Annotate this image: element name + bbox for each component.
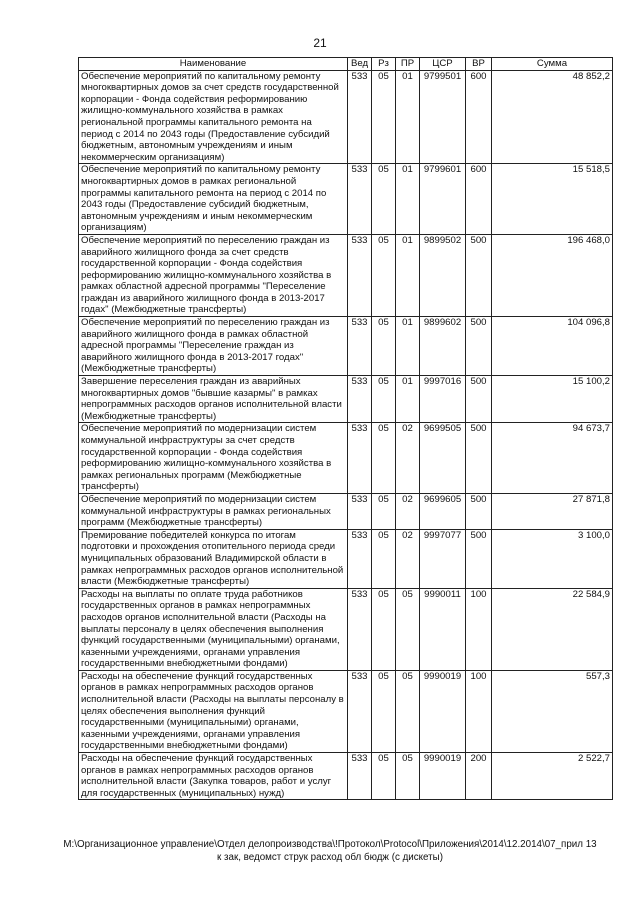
row-vr: 500 [466,493,492,529]
row-ved: 533 [348,317,372,376]
row-name: Обеспечение мероприятий по капитальному ремонту многоквартирных домов за счет средств государственной корпорации - Фонда содействия реформированию жилищно-коммунального хозяйства в рамках региональной программы капитального ремонта на период с 2014 по 2043 годы (Предоставление субсидий бюджетным, автономным учреждениям и иным некоммерческим организациям) [79,70,348,164]
row-name: Расходы на выплаты по оплате труда работников государственных органов в рамках непрограммных расходов органов исполнительной власти (Расходы на выплаты персоналу в целях обеспечения выполнения функций государственными (муниципальными) органами, казенными учреждениями, органами управления государственными внебюджетными фондами) [79,588,348,670]
row-pr: 02 [396,529,420,588]
row-rz: 05 [372,234,396,316]
row-pr: 01 [396,376,420,423]
row-vr: 500 [466,529,492,588]
row-rz: 05 [372,376,396,423]
row-ved: 533 [348,164,372,235]
row-sum: 196 468,0 [492,234,613,316]
row-csr: 9699605 [420,493,466,529]
row-name: Обеспечение мероприятий по модернизации систем коммунальной инфраструктуры в рамках региональных программ (Межбюджетные трансферты) [79,493,348,529]
row-sum: 48 852,2 [492,70,613,164]
row-ved: 533 [348,493,372,529]
row-pr: 01 [396,70,420,164]
page-number: 21 [313,36,327,50]
row-ved: 533 [348,588,372,670]
header-ved: Вед [348,58,372,71]
table-row [79,317,613,376]
table-row [79,164,613,235]
row-name: Расходы на обеспечение функций государственных органов в рамках непрограммных расходов органов исполнительной власти (Закупка товаров, работ и услуг для государственных (муниципальных) нужд) [79,753,348,800]
row-pr: 01 [396,317,420,376]
row-rz: 05 [372,423,396,494]
row-rz: 05 [372,670,396,752]
row-name: Обеспечение мероприятий по переселению граждан из аварийного жилищного фонда за счет средств государственной корпорации - Фонда содействия реформированию жилищно-коммунального хозяйства в рамках областной адресной программы "Переселение граждан из аварийного жилищного фонда в 2013-2017 годах" (Межбюджетные трансферты) [79,234,348,316]
row-vr: 500 [466,234,492,316]
row-csr: 9799601 [420,164,466,235]
row-csr: 9997077 [420,529,466,588]
row-name: Обеспечение мероприятий по капитальному ремонту многоквартирных домов в рамках региональной программы капитального ремонта на период с 2014 по 2043 годы (Предоставление субсидий бюджетным, автономным учреждениям и иным некоммерческим организациям) [79,164,348,235]
header-sum: Сумма [492,58,613,71]
table-row [79,376,613,423]
row-name: Завершение переселения граждан из аварийных многоквартирных домов "бывшие казармы" в рамках непрограммных расходов органов исполнительной власти (Межбюджетные трансферты) [79,376,348,423]
row-vr: 100 [466,588,492,670]
row-sum: 104 096,8 [492,317,613,376]
row-name: Обеспечение мероприятий по модернизации систем коммунальной инфраструктуры за счет средств государственной корпорации - Фонда содействия реформированию жилищно-коммунального хозяйства в рамках региональных программ (Межбюджетные трансферты) [79,423,348,494]
row-rz: 05 [372,529,396,588]
row-vr: 100 [466,670,492,752]
header-rz: Рз [372,58,396,71]
row-name: Расходы на обеспечение функций государственных органов в рамках непрограммных расходов органов исполнительной власти (Расходы на выплаты персоналу в целях обеспечения выполнения функций государственными (муниципальными) органами, казенными учреждениями, органами управления государственными внебюджетными фондами) [79,670,348,752]
row-csr: 9699505 [420,423,466,494]
row-rz: 05 [372,588,396,670]
header-pr: ПР [396,58,420,71]
row-ved: 533 [348,70,372,164]
row-sum: 15 100,2 [492,376,613,423]
row-vr: 200 [466,753,492,800]
table-row [79,588,613,670]
header-vr: ВР [466,58,492,71]
row-name: Премирование победителей конкурса по итогам подготовки и прохождения отопительного периода среди муниципальных образований Владимирской области в рамках непрограммных расходов органов исполнительной власти (Межбюджетные трансферты) [79,529,348,588]
row-rz: 05 [372,70,396,164]
row-pr: 05 [396,670,420,752]
row-csr: 9899602 [420,317,466,376]
row-pr: 01 [396,164,420,235]
row-sum: 2 522,7 [492,753,613,800]
header-csr: ЦСР [420,58,466,71]
budget-table [78,57,613,800]
row-csr: 9997016 [420,376,466,423]
row-sum: 22 584,9 [492,588,613,670]
row-rz: 05 [372,164,396,235]
row-rz: 05 [372,493,396,529]
row-sum: 15 518,5 [492,164,613,235]
row-pr: 05 [396,588,420,670]
row-ved: 533 [348,376,372,423]
row-csr: 9990011 [420,588,466,670]
row-csr: 9990019 [420,753,466,800]
row-sum: 3 100,0 [492,529,613,588]
row-rz: 05 [372,317,396,376]
row-csr: 9990019 [420,670,466,752]
row-pr: 01 [396,234,420,316]
row-ved: 533 [348,753,372,800]
row-ved: 533 [348,670,372,752]
row-csr: 9799501 [420,70,466,164]
row-ved: 533 [348,234,372,316]
file-path-footer [60,838,600,864]
row-sum: 557,3 [492,670,613,752]
table-row [79,493,613,529]
table-row [79,753,613,800]
row-csr: 9899502 [420,234,466,316]
row-rz: 05 [372,753,396,800]
row-vr: 500 [466,376,492,423]
row-pr: 05 [396,753,420,800]
row-sum: 94 673,7 [492,423,613,494]
table-row [79,423,613,494]
table-row [79,234,613,316]
row-pr: 02 [396,423,420,494]
footer-path-line-2: к зак, ведомст струк расход обл бюдж (с дискеты) [217,852,443,863]
table-row [79,70,613,164]
row-vr: 500 [466,317,492,376]
row-ved: 533 [348,423,372,494]
table-row [79,670,613,752]
footer-path-line: M:\Организационное управление\Отдел делопроизводства\!Протокол\Protocol\Приложения\2014\12.2014\07_прил 13 [63,839,597,850]
row-name: Обеспечение мероприятий по переселению граждан из аварийного жилищного фонда в рамках областной адресной программы "Переселение граждан из аварийного жилищного фонда в 2013-2017 годах" (Межбюджетные трансферты) [79,317,348,376]
row-vr: 600 [466,164,492,235]
row-ved: 533 [348,529,372,588]
row-sum: 27 871,8 [492,493,613,529]
table-header-row [79,58,613,71]
row-pr: 02 [396,493,420,529]
row-vr: 600 [466,70,492,164]
header-name: Наименование [79,58,348,71]
row-vr: 500 [466,423,492,494]
table-row [79,529,613,588]
